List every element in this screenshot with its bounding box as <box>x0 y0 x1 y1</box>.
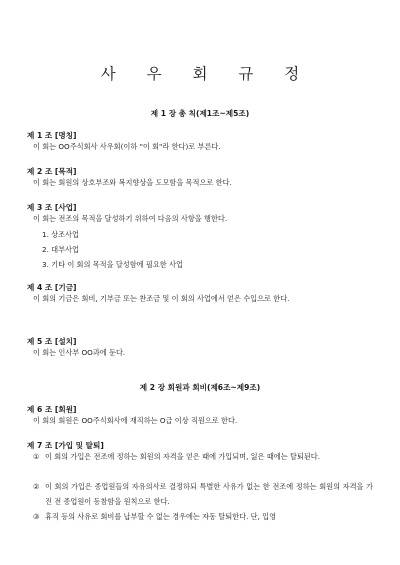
chapter-1-heading: 제 1 장 총 칙(제1조~제5조) <box>150 109 250 118</box>
article-7-heading: 제 7 조 [가입 및 탈퇴] <box>27 441 104 450</box>
article-7-item <box>33 450 373 465</box>
article-2-body: 이 회는 회원의 상호부조와 복지향상을 도모함을 목적으로 한다. <box>33 178 232 187</box>
chapter-2-heading: 제 2 장 회원과 회비(제6조~제9조) <box>139 383 261 392</box>
article-4-body: 이 회의 기금은 회비, 기부금 또는 찬조금 및 이 회의 사업에서 얻은 수입으로 한다. <box>33 294 290 303</box>
article-6-heading: 제 6 조 [회원] <box>27 405 77 414</box>
article-3-item: 3. 기타 이 회의 목적을 달성함에 필요한 사업 <box>42 260 183 269</box>
article-2-heading: 제 2 조 [목적] <box>27 167 77 176</box>
article-5-heading: 제 5 조 [설치] <box>27 337 77 346</box>
article-7-item <box>33 510 373 525</box>
item-marker: ① <box>33 452 40 461</box>
article-3-heading: 제 3 조 [사업] <box>27 203 77 212</box>
article-3-item: 1. 상조사업 <box>42 230 79 239</box>
item-text: 이 회의 가입은 전조에 정하는 회원의 자격을 얻은 때에 가입되며, 잃은 때에는 탈퇴된다. <box>45 452 320 461</box>
article-6-body: 이 회의 회원은 OO주식회사에 재직하는 O급 이상 직원으로 한다. <box>33 416 238 425</box>
document-title: 사 우 회 규 정 <box>100 65 313 83</box>
item-text: 휴직 등의 사유로 회비를 납부할 수 없는 경우에는 자동 탈퇴한다. 단, 입영 <box>45 512 277 521</box>
item-marker: ② <box>33 482 40 491</box>
item-marker: ③ <box>33 512 40 521</box>
article-3-body: 이 회는 전조의 목적을 달성하기 위하여 다음의 사항을 행한다. <box>33 214 228 223</box>
article-5-body: 이 회는 인사부 OO과에 둔다. <box>33 348 126 357</box>
article-7-item <box>33 480 373 509</box>
article-1-body: 이 회는 OO주식회사 사우회(이하 "이 회"라 한다)로 부른다. <box>33 142 221 151</box>
item-text: 이 회의 가입은 종업원들의 자유의사로 결정하되 특별한 사유가 없는 한 전조에 정하는 회원의 자격을 가진 전 종업원이 동참함을 원칙으로 한다. <box>45 482 373 506</box>
article-3-item: 2. 대부사업 <box>42 245 79 254</box>
article-1-heading: 제 1 조 [명칭] <box>27 131 77 140</box>
article-4-heading: 제 4 조 [기금] <box>27 283 77 292</box>
